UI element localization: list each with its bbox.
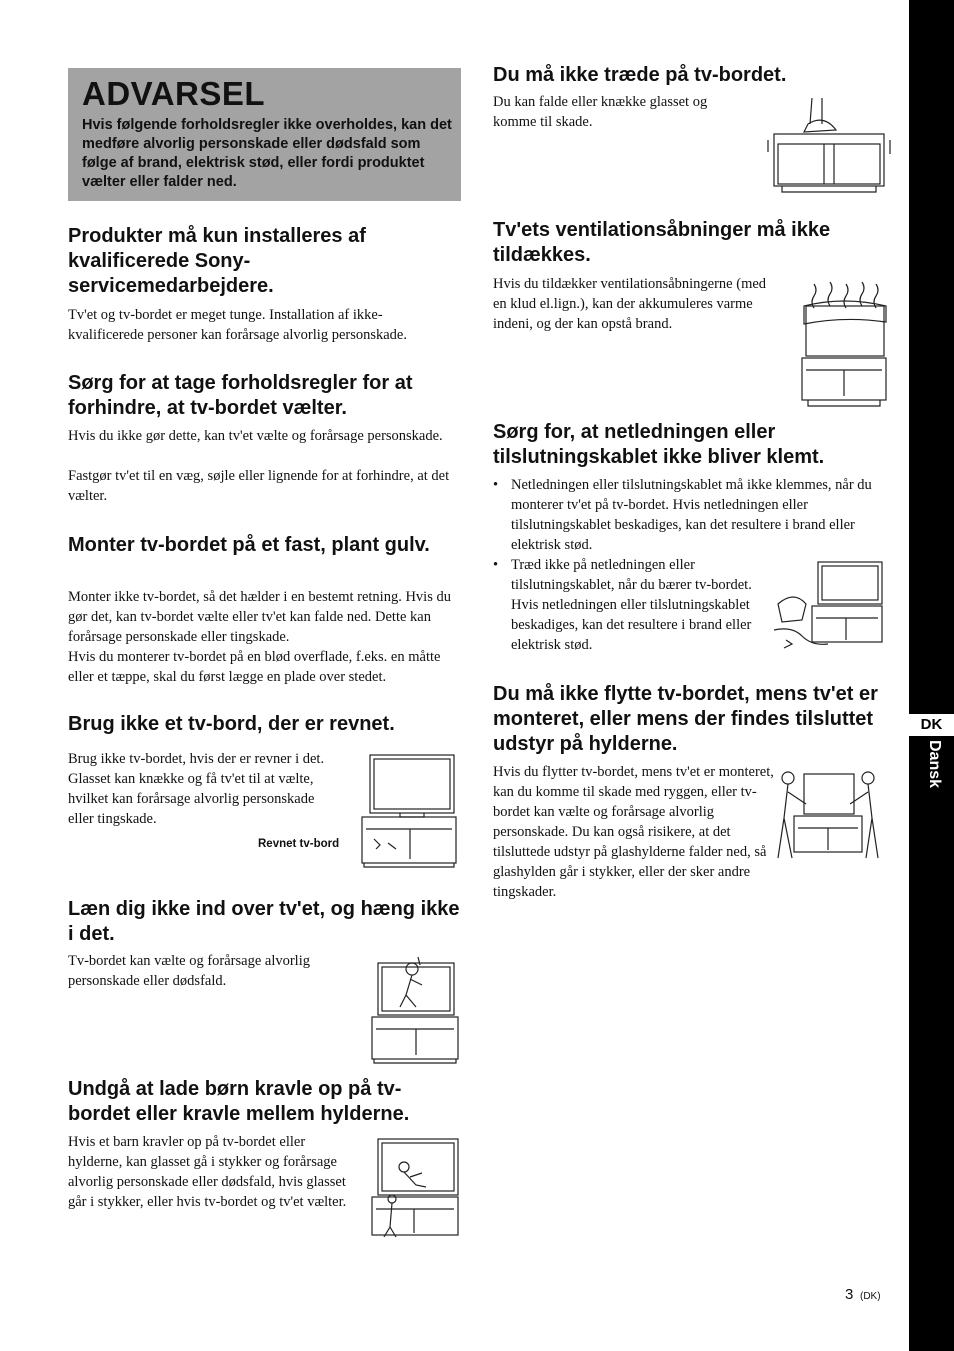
cable-bullet-1: • Netledningen eller tilslutningskablet må ikke klemmes, når du monterer tv'et på tv-bordet. Hvis netledningen eller tilslutningskablet beskadiges, kan det resultere i brand eller elektrisk stød. — [493, 475, 888, 555]
heading-lean-hang: Læn dig ikke ind over tv'et, og hæng ikke i det. — [68, 898, 460, 945]
heading-prevent-tipping: Sørg for at tage forholdsregler for at forhindre, at tv-bordet vælter. — [68, 372, 413, 419]
text-ventilation: Hvis du tildækker ventilationsåbningerne (med en klud el.lign.), kan der akkumuleres varme indeni, og der kan opstå brand. — [493, 276, 767, 332]
language-sidebar — [909, 0, 954, 1351]
text-level-floor-1: Monter ikke tv-bordet, så det hælder i en bestemt retning. Hvis du gør det, kan tv-bordet vælte eller tv'et kan falde ned. Dette kan forårsage personskade eller tingskade. — [68, 589, 451, 645]
text-level-floor-2: Hvis du monterer tv-bordet på en blød overflade, f.eks. en måtte eller et tæppe, skal du først lægge en plade over stedet. — [68, 649, 441, 685]
text-prevent-tipping-1: Hvis du ikke gør dette, kan tv'et vælte og forårsage personskade. — [68, 428, 443, 444]
heading-level-floor: Monter tv-bordet på et fast, plant gulv. — [68, 534, 430, 556]
heading-ventilation: Tv'ets ventilationsåbninger må ikke tildækkes. — [493, 219, 831, 266]
text-do-not-step: Du kan falde eller knække glasset og komme til skade. — [493, 94, 708, 130]
text-lean-hang: Tv-bordet kan vælte og forårsage alvorlig personskade eller dødsfald. — [68, 953, 310, 989]
heading-cable: Sørg for, at netledningen eller tilslutningskablet ikke bliver klemt. — [493, 421, 825, 468]
stepping-illustration — [764, 96, 894, 196]
warning-title: ADVARSEL — [82, 75, 266, 112]
text-installation: Tv'et og tv-bordet er meget tunge. Installation af ikke-kvalificerede personer kan forårsage alvorlig personskade. — [68, 307, 407, 343]
text-cracked-stand: Brug ikke tv-bordet, hvis der er revner i det. Glasset kan knække og få tv'et til at vælte, hvilket kan forårsage alvorlig personskade eller tingskade. — [68, 751, 325, 827]
language-tab: DK — [909, 714, 954, 736]
cable-illustration — [772, 560, 884, 652]
language-label: Dansk — [926, 740, 943, 789]
moving-illustration — [770, 768, 886, 866]
cable-bullet-2: • Træd ikke på netledningen eller tilslutningskablet, når du bærer tv-bordet. Hvis netledningen eller tilslutningskablet beskadiges, kan det resultere i brand eller elektrisk stød. — [493, 555, 756, 655]
text-moving: Hvis du flytter tv-bordet, mens tv'et er monteret, kan du komme til skade med ryggen, eller tv-bordet kan vælte og forårsage alvorlig personskade. Du kan også risikere, at det tilsluttede udstyr på glashylderne falder ned, så glashylden går i stykker, eller der sker andre tingskader. — [493, 764, 774, 900]
cracked-stand-illustration — [360, 753, 458, 869]
ventilation-illustration — [798, 278, 890, 410]
text-children: Hvis et barn kravler op på tv-bordet eller hylderne, kan glasset gå i stykker og forårsage alvorlig personskade eller dødsfald, hvis glasset går i stykker, eller hvis tv-bordet og tv'et vælter. — [68, 1134, 347, 1210]
text-prevent-tipping-2: Fastgør tv'et til en væg, søjle eller lignende for at forhindre, at det vælter. — [68, 468, 450, 504]
heading-children: Undgå at lade børn kravle op på tv-bordet eller kravle mellem hylderne. — [68, 1078, 410, 1125]
page-number: 3 — [845, 1286, 854, 1303]
page-suffix: (DK) — [860, 1291, 881, 1302]
heading-do-not-step: Du må ikke træde på tv-bordet. — [493, 64, 787, 86]
warning-box — [68, 68, 461, 201]
caption-cracked-stand: Revnet tv-bord — [258, 838, 340, 850]
hanging-illustration — [370, 955, 460, 1065]
child-climbing-illustration — [366, 1135, 462, 1241]
heading-installation: Produkter må kun installeres af kvalificerede Sony-servicemedarbejdere. — [68, 225, 366, 297]
heading-moving: Du må ikke flytte tv-bordet, mens tv'et er monteret, eller mens der findes tilsluttet udstyr på hylderne. — [493, 683, 878, 755]
heading-cracked-stand: Brug ikke et tv-bord, der er revnet. — [68, 713, 395, 735]
warning-text: Hvis følgende forholdsregler ikke overholdes, kan det medføre alvorlig personskade eller dødsfald som følge af brand, elektrisk stød, eller fordi produktet vælter eller falder ned. — [82, 117, 452, 190]
